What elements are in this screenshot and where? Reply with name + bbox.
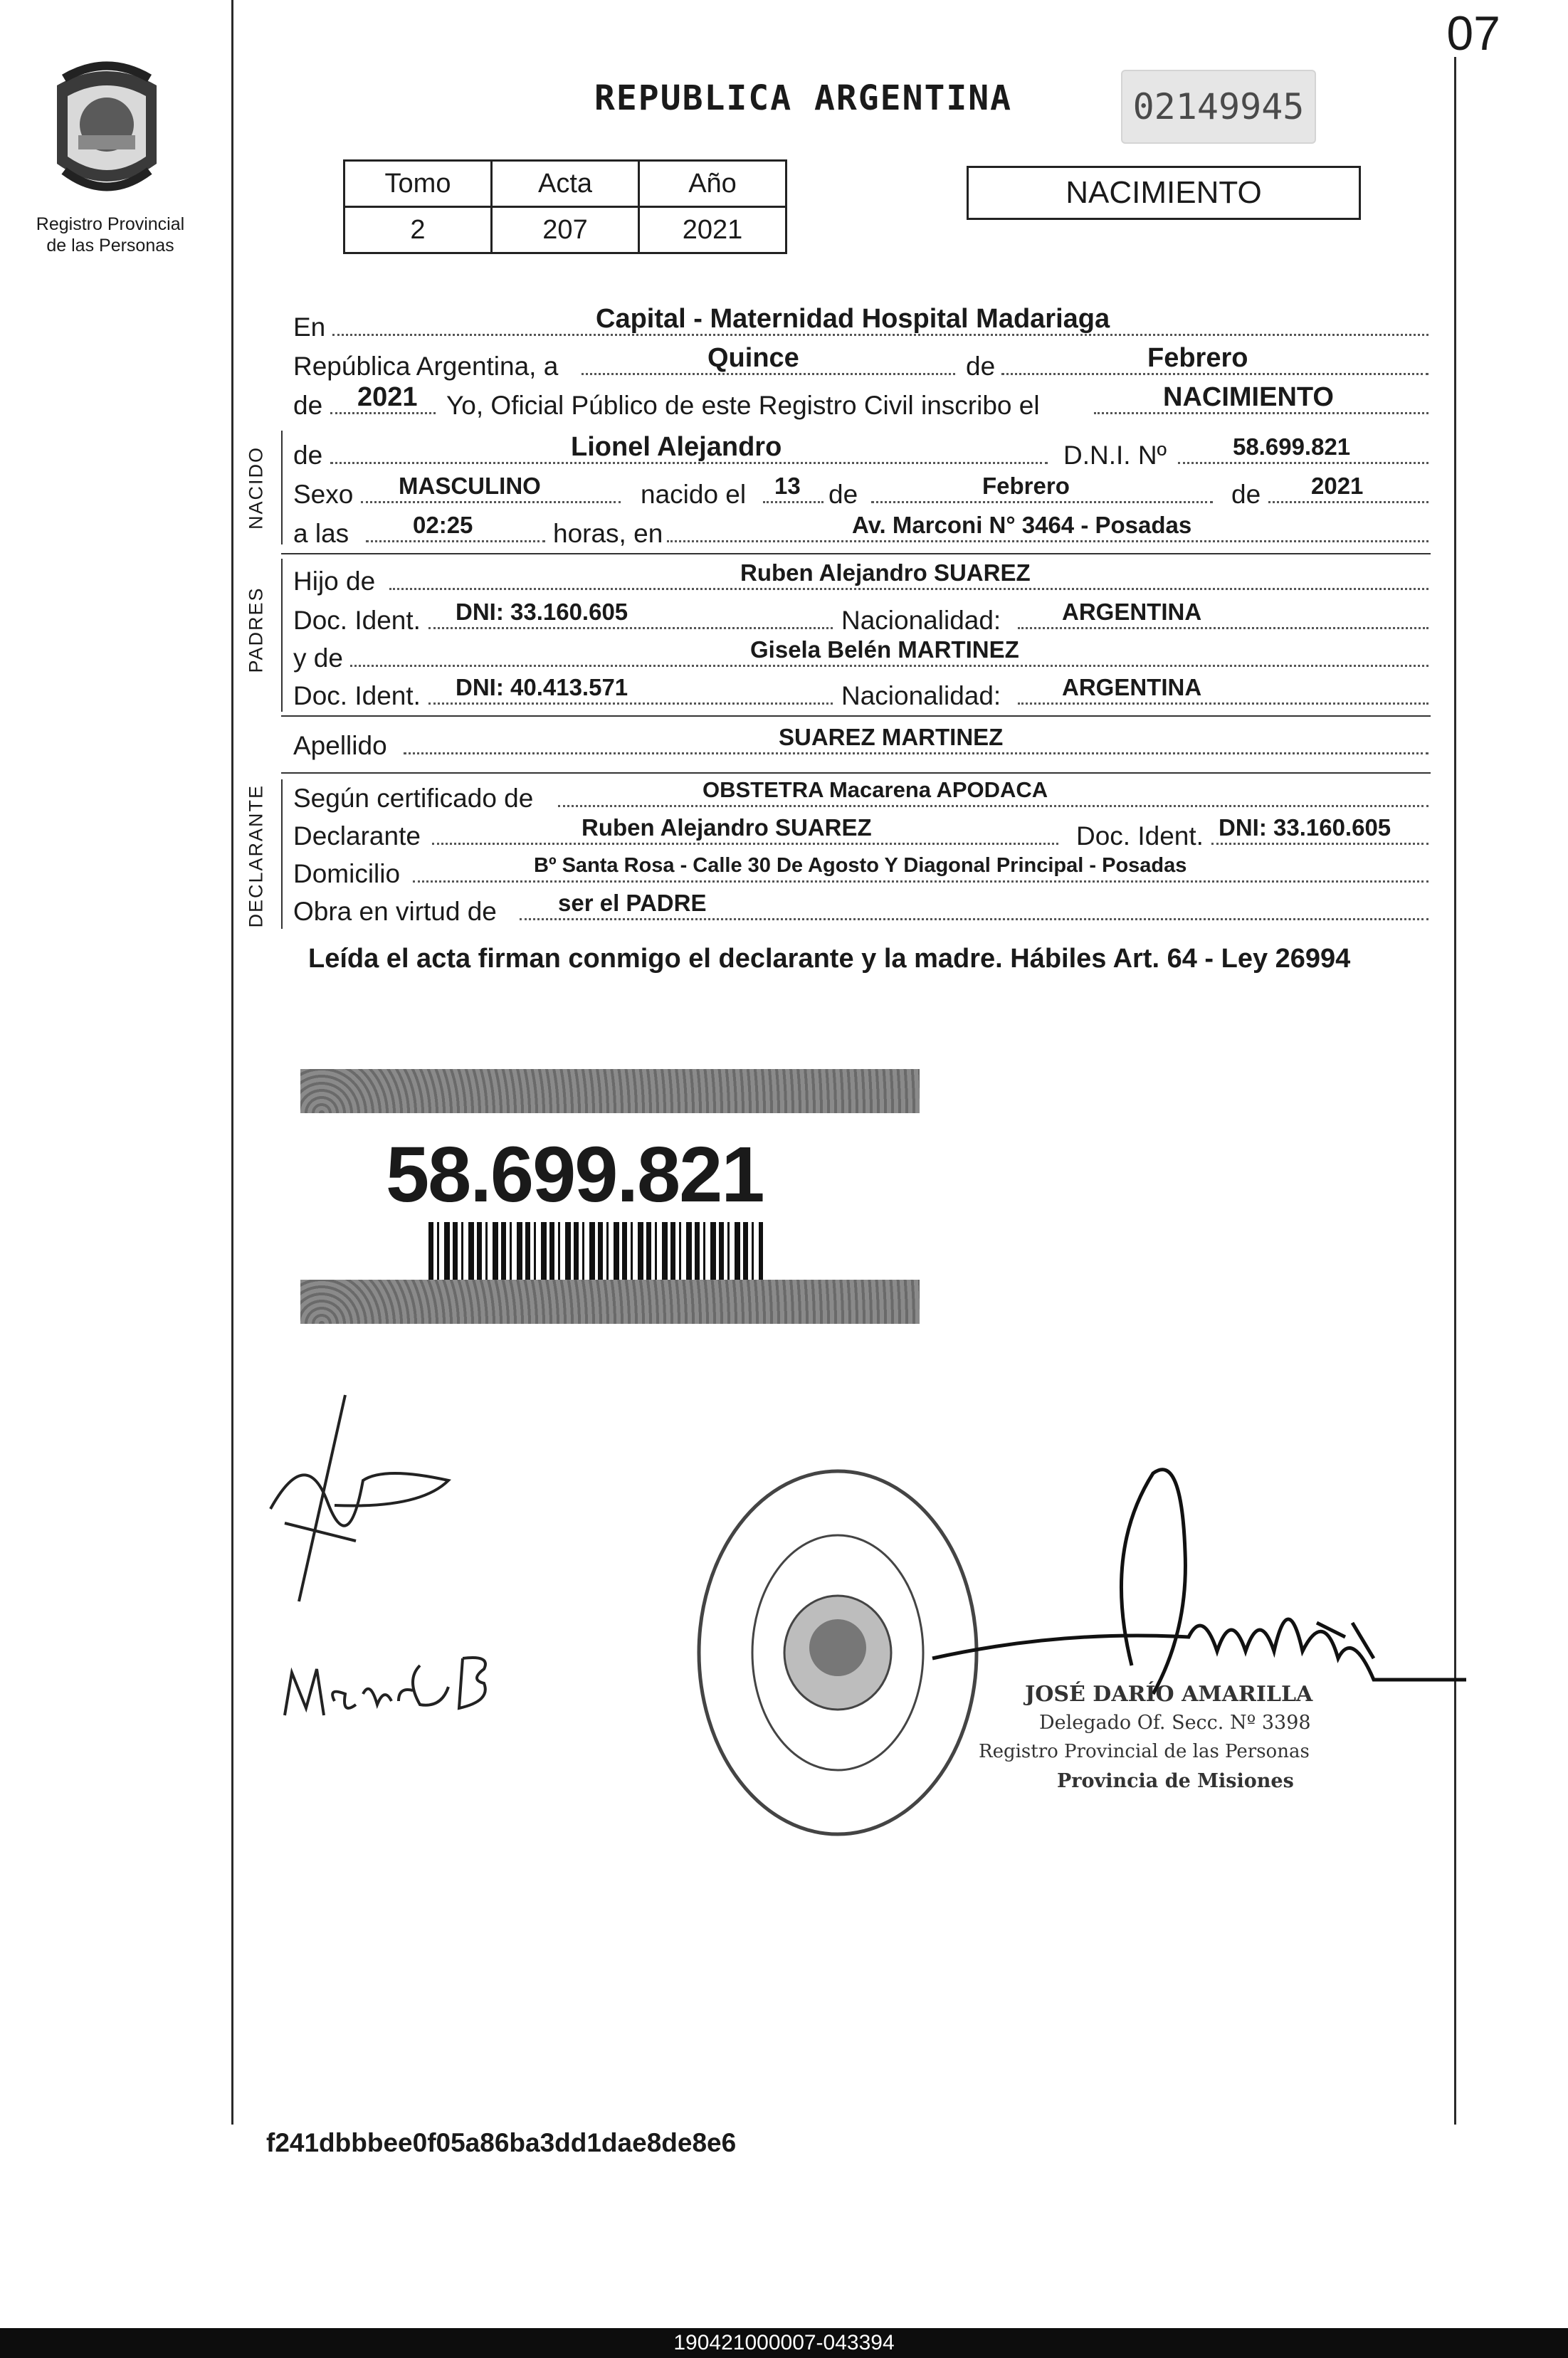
sticker-band-bottom: [300, 1280, 920, 1324]
label-obra: Obra en virtud de: [293, 897, 497, 926]
child-dni-value: 58.699.821: [1233, 433, 1351, 460]
label-domicilio: Domicilio: [293, 859, 401, 888]
provincial-seal-logo: [36, 57, 178, 206]
label-de-day: de: [828, 480, 858, 509]
label-republica: República Argentina, a: [293, 352, 559, 381]
day-words-value: Quince: [707, 343, 799, 373]
label-nacionalidad: Nacionalidad:: [841, 606, 1001, 635]
mother-doc-value: DNI: 40.413.571: [456, 674, 628, 700]
ledger-value-ano: 2021: [639, 207, 786, 253]
label-sexo: Sexo: [293, 480, 354, 509]
record-type-box: NACIMIENTO: [967, 166, 1361, 220]
stamp-line3: Registro Provincial de las Personas: [979, 1741, 1310, 1762]
stamp-line2: Delegado Of. Secc. Nº 3398: [1039, 1712, 1311, 1734]
label-doc-ident-declarante: Doc. Ident.: [1076, 821, 1204, 851]
label-doc-ident: Doc. Ident.: [293, 606, 421, 635]
act-value: NACIMIENTO: [1163, 382, 1334, 412]
ledger-table: [343, 159, 787, 254]
logo-caption-line2: de las Personas: [46, 236, 174, 256]
label-dni: D.N.I. Nº: [1063, 441, 1167, 470]
father-name-value: Ruben Alejandro SUAREZ: [740, 559, 1031, 586]
apellido-value: SUAREZ MARTINEZ: [779, 724, 1004, 750]
ledger-header-ano: Año: [639, 161, 786, 207]
label-en: En: [293, 312, 326, 342]
nacido-divider: [281, 431, 283, 544]
row-obra: [293, 890, 1428, 930]
dni-sticker: [300, 1069, 920, 1324]
logo-caption-line1: Registro Provincial: [36, 214, 185, 234]
birth-day-value: 13: [774, 473, 801, 499]
declarante-doc-value: DNI: 33.160.605: [1219, 814, 1391, 841]
section-label-padres: PADRES: [245, 586, 267, 673]
ledger-header-tomo: Tomo: [344, 161, 492, 207]
declarante-divider: [281, 779, 283, 929]
label-de-year: de: [293, 391, 323, 420]
label-inscribo: Yo, Oficial Público de este Registro Civil inscribo el: [446, 391, 1040, 420]
row-domicilio: [293, 856, 1428, 892]
row-place: [293, 304, 1428, 345]
document-hash: f241dbbbee0f05a86ba3dd1dae8de8e6: [266, 2128, 737, 2157]
father-nationality-value: ARGENTINA: [1062, 599, 1202, 625]
label-de-name: de: [293, 441, 323, 470]
label-doc-ident-mother: Doc. Ident.: [293, 681, 421, 710]
stamp-line4: Provincia de Misiones: [1057, 1770, 1294, 1792]
barcode: [428, 1222, 763, 1283]
document-title: REPUBLICA ARGENTINA: [594, 78, 1013, 118]
domicilio-value: Bº Santa Rosa - Calle 30 De Agosto Y Diagonal Principal - Posadas: [534, 854, 1187, 877]
section-separator: [281, 553, 1431, 554]
certificado-value: OBSTETRA Macarena APODACA: [703, 777, 1048, 802]
mother-name-value: Gisela Belén MARTINEZ: [750, 636, 1019, 663]
mother-nationality-value: ARGENTINA: [1062, 674, 1202, 700]
label-de-month: de: [1231, 480, 1261, 509]
footer-code-bar: [0, 2328, 1568, 2358]
label-declarante: Declarante: [293, 821, 421, 851]
place-value: Capital - Maternidad Hospital Madariaga: [596, 304, 1110, 334]
logo-caption: [14, 214, 206, 256]
birth-address-value: Av. Marconi N° 3464 - Posadas: [852, 512, 1192, 538]
label-certificado: Según certificado de: [293, 784, 534, 813]
signature-left: [256, 1388, 470, 1609]
stamp-official-name: JOSÉ DARÍO AMARILLA: [1025, 1682, 1313, 1707]
row-inscribo: [293, 382, 1428, 423]
obra-value: ser el PADRE: [558, 890, 707, 916]
father-doc-value: DNI: 33.160.605: [456, 599, 628, 625]
label-apellido: Apellido: [293, 731, 387, 760]
label-horas: horas, en: [553, 519, 663, 548]
signature-mother: [278, 1637, 534, 1744]
label-hijo-de: Hijo de: [293, 567, 376, 596]
ledger-header-acta: Acta: [492, 161, 639, 207]
birth-month-value: Febrero: [982, 473, 1070, 499]
left-margin-line: [231, 0, 233, 2125]
ledger-value-tomo: 2: [344, 207, 492, 253]
birth-time-value: 02:25: [413, 512, 473, 538]
dni-sticker-number: 58.699.821: [386, 1131, 764, 1219]
label-nacionalidad-mother: Nacionalidad:: [841, 681, 1001, 710]
section-label-declarante: DECLARANTE: [245, 784, 267, 928]
page-number: 07: [1446, 6, 1500, 60]
closing-statement: Leída el acta firman conmigo el declarante y la madre. Hábiles Art. 64 - Ley 26994: [308, 944, 1351, 974]
right-margin-line: [1454, 57, 1456, 2125]
footer-code: 190421000007-043394: [673, 2331, 895, 2354]
birth-year-value: 2021: [1311, 473, 1364, 499]
label-y-de: y de: [293, 643, 343, 673]
ledger-value-acta: 207: [492, 207, 639, 253]
label-nacido-el: nacido el: [641, 480, 747, 509]
row-apellido: [293, 724, 1428, 764]
sexo-value: MASCULINO: [399, 473, 541, 499]
section-label-nacido: NACIDO: [245, 446, 267, 530]
row-mother-doc: [293, 674, 1428, 714]
month-value: Febrero: [1147, 343, 1248, 373]
section-separator: [281, 715, 1431, 717]
sticker-band-top: [300, 1069, 920, 1113]
padres-divider: [281, 559, 283, 712]
declarante-name-value: Ruben Alejandro SUAREZ: [582, 814, 872, 841]
year-value: 2021: [357, 382, 418, 412]
serial-number: 02149945: [1121, 70, 1316, 144]
child-name-value: Lionel Alejandro: [571, 432, 782, 462]
row-nacido-hora: [293, 512, 1428, 552]
label-a-las: a las: [293, 519, 349, 548]
label-de: de: [966, 352, 996, 381]
